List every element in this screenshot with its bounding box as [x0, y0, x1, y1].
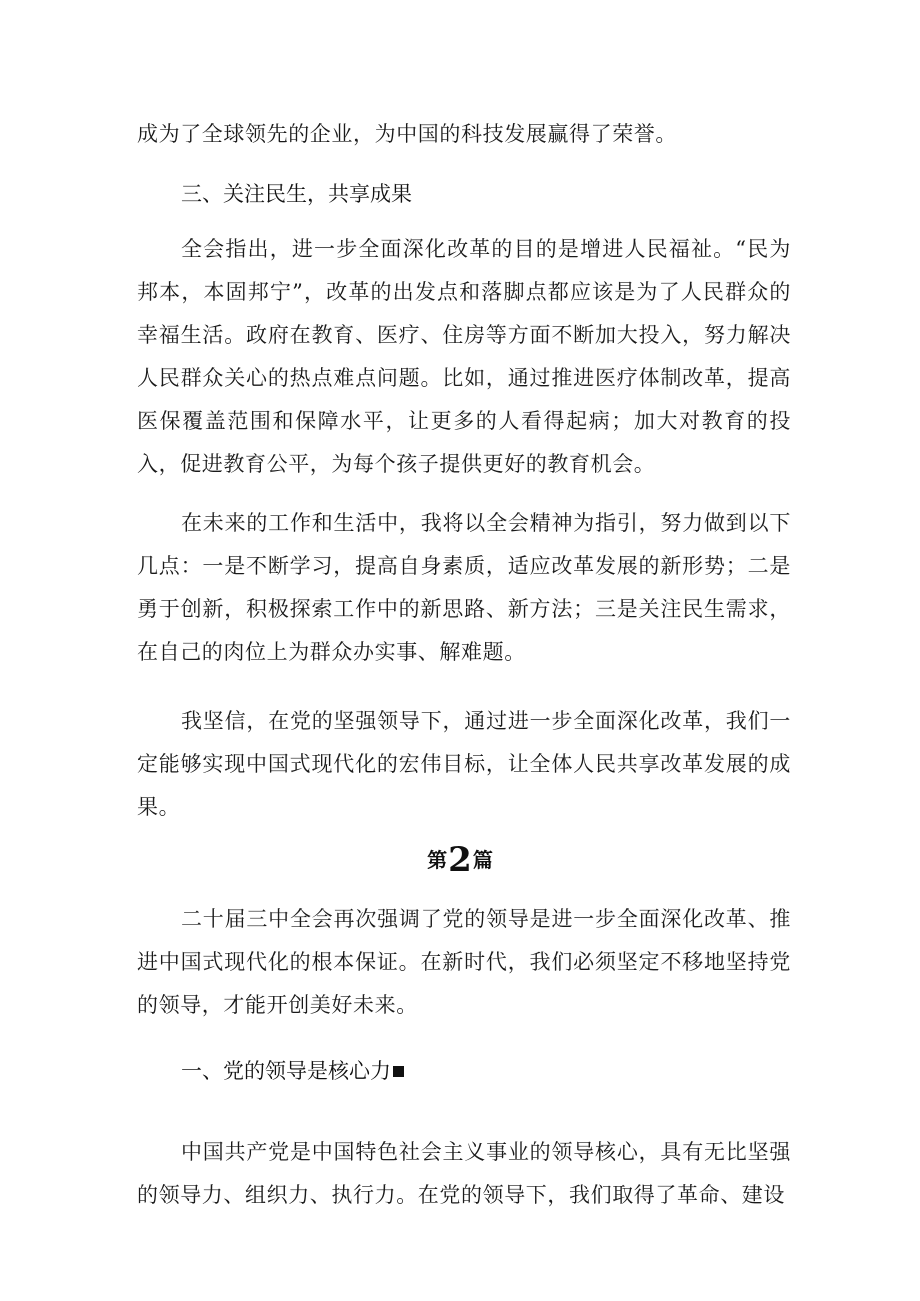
paragraph-party-core: 中国共产党是中国特色社会主义事业的领导核心，具有无比坚强的领导力、组织力、执行力。在党的领导下，我们取得了革命、建设: [137, 1140, 791, 1207]
paragraph-continuation: 成为了全球领先的企业，为中国的科技发展赢得了荣誉。: [137, 122, 677, 146]
part-title-suffix: 篇: [472, 848, 493, 872]
black-square-icon: [393, 1066, 404, 1077]
paragraph-future-work: 在未来的工作和生活中，我将以全会精神为指引，努力做到以下几点：一是不断学习，提高自身素质，适应改革发展的新形势；二是勇于创新，积极探索工作中的新思路、新方法；三是关注民生需求，在自己的肉位上为群众办实事、解难题。: [137, 511, 791, 664]
paragraph-party-leadership-intro: 二十届三中全会再次强调了党的领导是进一步全面深化改革、推进中国式现代化的根本保证。在新时代，我们必须坚定不移地坚持党的领导，才能开创美好未来。: [137, 907, 791, 1017]
part-title-prefix: 第: [427, 848, 448, 872]
part-title: [0, 840, 920, 880]
section-heading-1-label: 一、党的领导是核心力: [181, 1059, 391, 1083]
paragraph-people-wellbeing: 全会指出，进一步全面深化改革的目的是增进人民福祉。“民为邦本，本固邦宁”，改革的出发点和落脚点都应该是为了人民群众的幸福生活。政府在教育、医疗、住房等方面不断加大投入，努力解决人民群众关心的热点难点问题。比如，通过推进医疗体制改革，提高医保覆盖范围和保障水平，让更多的人看得起病；加大对教育的投入，促进教育公平，为每个孩子提供更好的教育机会。: [137, 237, 791, 476]
paragraph-conviction: 我坚信，在党的坚强领导下，通过进一步全面深化改革，我们一定能够实现中国式现代化的宏伟目标，让全体人民共享改革发展的成果。: [137, 709, 791, 819]
part-title-number: 2: [448, 840, 472, 880]
section-heading-1: [181, 1056, 404, 1086]
section-heading-3: 三、关注民生，共享成果: [181, 182, 412, 206]
